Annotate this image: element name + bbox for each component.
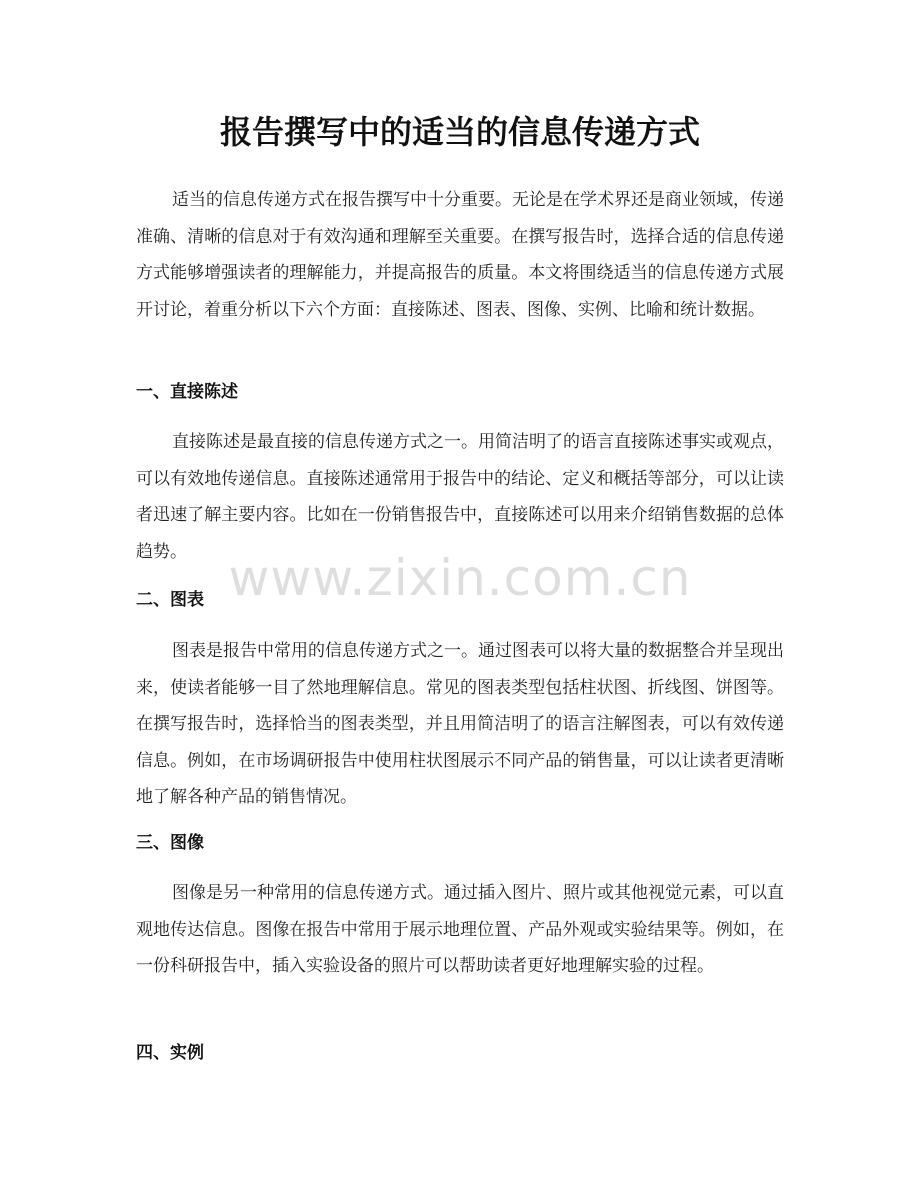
section-heading-charts: 二、图表	[136, 590, 204, 610]
section-body-images: 图像是另一种常用的信息传递方式。通过插入图片、照片或其他视觉元素，可以直观地传达信息。图像在报告中常用于展示地理位置、产品外观或实验结果等。例如，在一份科研报告中，插入实验设备的照片可以帮助读者更好地理解实验的过程。	[136, 883, 784, 976]
section-heading-direct-statement: 一、直接陈述	[136, 382, 238, 402]
section-heading-examples: 四、实例	[136, 1043, 204, 1063]
section-body-charts: 图表是报告中常用的信息传递方式之一。通过图表可以将大量的数据整合并呈现出来，使读者能够一目了然地理解信息。常见的图表类型包括柱状图、折线图、饼图等。在撰写报告时，选择恰当的图表类型，并且用简洁明了的语言注解图表，可以有效传递信息。例如，在市场调研报告中使用柱状图展示不同产品的销售量，可以让读者更清晰地了解各种产品的销售情况。	[136, 641, 784, 807]
section-body-direct-statement: 直接陈述是最直接的信息传递方式之一。用简洁明了的语言直接陈述事实或观点，可以有效地传递信息。直接陈述通常用于报告中的结论、定义和概括等部分，可以让读者迅速了解主要内容。比如在一份销售报告中，直接陈述可以用来介绍销售数据的总体趋势。	[136, 432, 784, 562]
watermark-text: www.zixin.com.cn	[228, 549, 692, 607]
document-title: 报告撰写中的适当的信息传递方式	[219, 113, 700, 151]
section-heading-images: 三、图像	[136, 833, 204, 853]
intro-paragraph: 适当的信息传递方式在报告撰写中十分重要。无论是在学术界还是商业领域，传递准确、清晰的信息对于有效沟通和理解至关重要。在撰写报告时，选择合适的信息传递方式能够增强读者的理解能力，并提高报告的质量。本文将围绕适当的信息传递方式展开讨论，着重分析以下六个方面：直接陈述、图表、图像、实例、比喻和统计数据。	[136, 190, 784, 320]
